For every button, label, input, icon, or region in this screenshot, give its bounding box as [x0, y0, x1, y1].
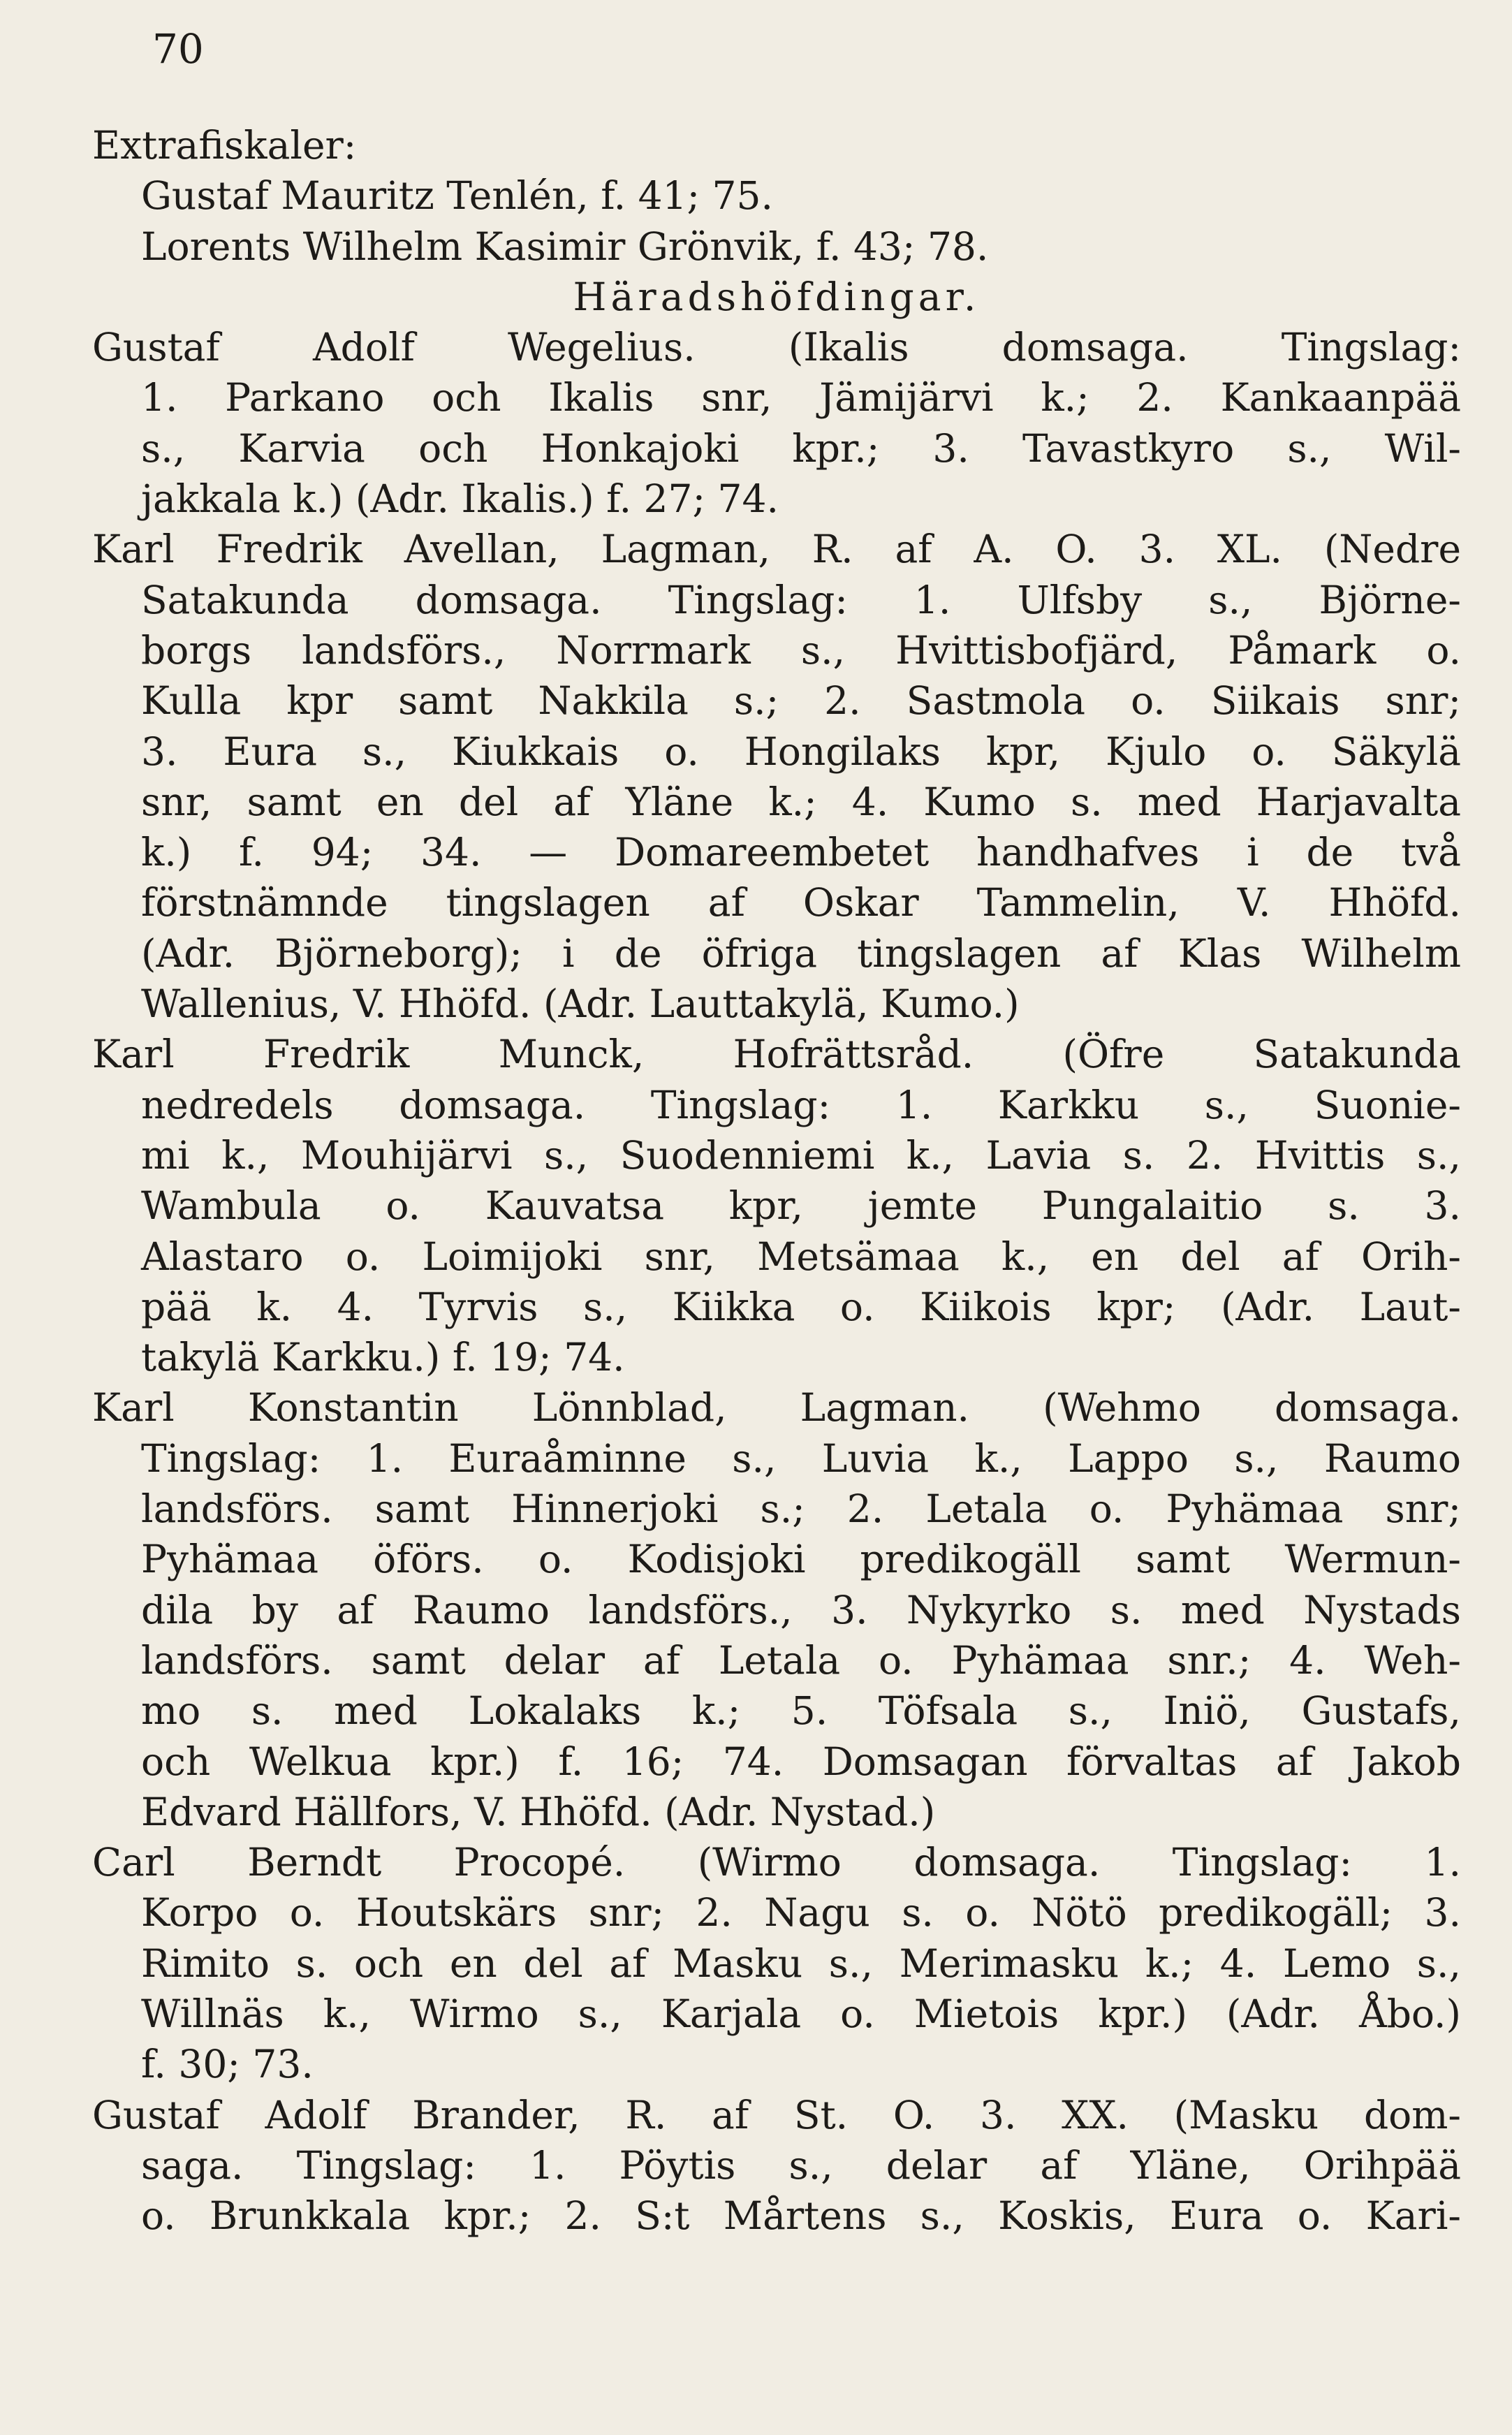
text-line: snr, samt en del af Yläne k.; 4. Kumo s. med Harjavalta	[141, 779, 1461, 824]
text-line: pää k. 4. Tyrvis s., Kiikka o. Kiikois kpr; (Adr. Laut-	[141, 1284, 1461, 1329]
text-line: Korpo o. Houtskärs snr; 2. Nagu s. o. Nötö predikogäll; 3.	[141, 1890, 1461, 1936]
text-line: förstnämnde tingslagen af Oskar Tammelin, V. Hhöfd.	[141, 880, 1461, 926]
text-line: Karl Konstantin Lönnblad, Lagman. (Wehmo domsaga.	[92, 1385, 1461, 1431]
text-line: Alastaro o. Loimijoki snr, Metsämaa k., en del af Orih-	[141, 1234, 1461, 1279]
text-line: 3. Eura s., Kiukkais o. Hongilaks kpr, Kjulo o. Säkylä	[141, 729, 1461, 774]
text-line: saga. Tingslag: 1. Pöytis s., delar af Yläne, Orihpää	[141, 2142, 1461, 2188]
text-line: Wambula o. Kauvatsa kpr, jemte Pungalaitio s. 3.	[141, 1183, 1461, 1229]
text-line: k.) f. 94; 34. — Domareembetet handhafves i de två	[141, 830, 1461, 875]
text-line: Wallenius, V. Hhöfd. (Adr. Lauttakylä, Kumo.)	[141, 981, 1020, 1027]
text-line: (Adr. Björneborg); i de öfriga tingslagen af Klas Wilhelm	[141, 930, 1461, 976]
text-line: mo s. med Lokalaks k.; 5. Töfsala s., Iniö, Gustafs,	[141, 1688, 1461, 1734]
text-line: Pyhämaa öförs. o. Kodisjoki predikogäll samt Wermun-	[141, 1537, 1461, 1582]
text-line: nedredels domsaga. Tingslag: 1. Karkku s., Suonie-	[141, 1082, 1461, 1127]
text-line: mi k., Mouhijärvi s., Suodenniemi k., Lavia s. 2. Hvittis s.,	[141, 1132, 1461, 1178]
text-line: landsförs. samt delar af Letala o. Pyhämaa snr.; 4. Weh-	[141, 1637, 1461, 1683]
text-line: o. Brunkkala kpr.; 2. S:t Mårtens s., Koskis, Eura o. Kari-	[141, 2193, 1461, 2239]
text-line: 1. Parkano och Ikalis snr, Jämijärvi k.; 2. Kankaanpää	[141, 375, 1461, 421]
text-line: Kulla kpr samt Nakkila s.; 2. Sastmola o. Siikais snr;	[141, 678, 1461, 724]
text-line: och Welkua kpr.) f. 16; 74. Domsagan förvaltas af Jakob	[141, 1739, 1461, 1784]
text-line: landsförs. samt Hinnerjoki s.; 2. Letala o. Pyhämaa snr;	[141, 1486, 1461, 1532]
text-line: Gustaf Adolf Wegelius. (Ikalis domsaga. Tingslag:	[92, 325, 1461, 370]
text-line: Satakunda domsaga. Tingslag: 1. Ulfsby s., Björne-	[141, 577, 1461, 622]
text-line: borgs landsförs., Norrmark s., Hvittisbofjärd, Påmark o.	[141, 627, 1461, 673]
text-line: Karl Fredrik Munck, Hofrättsråd. (Öfre Satakunda	[92, 1032, 1461, 1077]
text-line: Extrafiskaler:	[92, 123, 357, 168]
text-line: Tingslag: 1. Euraåminne s., Luvia k., Lappo s., Raumo	[141, 1435, 1461, 1481]
text-line: Lorents Wilhelm Kasimir Grönvik, f. 43; 78.	[141, 224, 989, 269]
page-text	[92, 120, 1461, 2241]
page-number: 70	[152, 25, 204, 73]
text-line: takylä Karkku.) f. 19; 74.	[141, 1335, 625, 1380]
text-line: s., Karvia och Honkajoki kpr.; 3. Tavastkyro s., Wil-	[141, 425, 1461, 471]
text-line: jakkala k.) (Adr. Ikalis.) f. 27; 74.	[141, 476, 779, 522]
text-line: Edvard Hällfors, V. Hhöfd. (Adr. Nystad.)	[141, 1789, 936, 1834]
text-line: dila by af Raumo landsförs., 3. Nykyrko s. med Nystads	[141, 1587, 1461, 1632]
text-line: f. 30; 73.	[141, 2042, 314, 2087]
text-line: Willnäs k., Wirmo s., Karjala o. Mietois kpr.) (Adr. Åbo.)	[141, 1991, 1461, 2036]
text-line: Karl Fredrik Avellan, Lagman, R. af A. O. 3. XL. (Nedre	[92, 527, 1461, 572]
text-line: Rimito s. och en del af Masku s., Merimasku k.; 4. Lemo s.,	[141, 1940, 1461, 1986]
text-line: Carl Berndt Procopé. (Wirmo domsaga. Tingslag: 1.	[92, 1840, 1461, 1885]
section-heading: Häradshöfdingar.	[573, 274, 981, 319]
text-line: Gustaf Mauritz Tenlén, f. 41; 75.	[141, 173, 774, 219]
text-line: Gustaf Adolf Brander, R. af St. O. 3. XX. (Masku dom-	[92, 2092, 1461, 2137]
